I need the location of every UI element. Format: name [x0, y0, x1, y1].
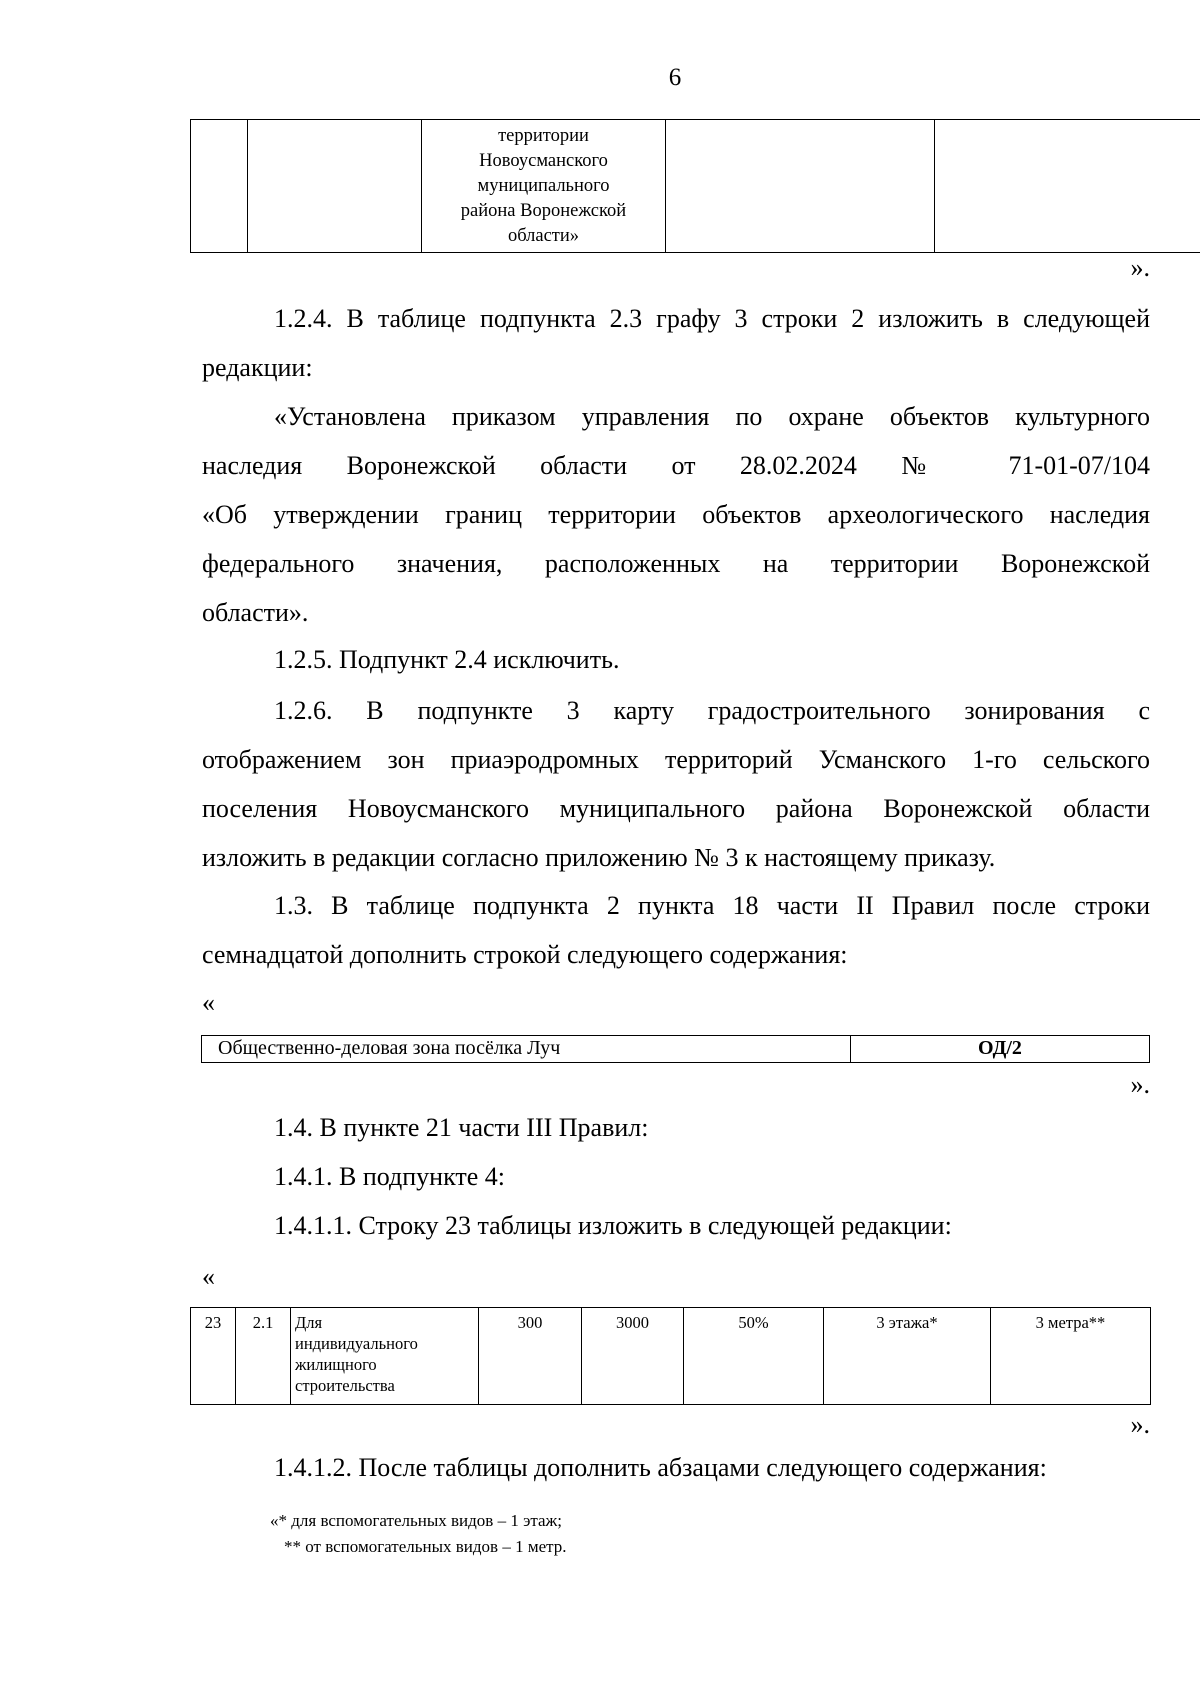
table-row	[191, 1308, 1151, 1405]
text-line: изложить в редакции согласно приложению № 3 к настоящему приказу.	[202, 843, 996, 872]
closing-quote: ».	[1130, 1070, 1150, 1099]
zone-code-cell: ОД/2	[851, 1036, 1150, 1063]
code-cell: 2.1	[236, 1308, 291, 1405]
cell-line: индивидуального	[295, 1334, 418, 1353]
table-cell-text	[422, 120, 666, 253]
paragraph-1-4-1-2: 1.4.1.2. После таблицы дополнить абзацами следующего содержания:	[274, 1453, 1047, 1482]
paragraph-1-4: 1.4. В пункте 21 части III Правил:	[274, 1113, 649, 1142]
table-cell	[191, 120, 248, 253]
paragraph-1-2-4	[202, 294, 1150, 392]
table-row	[202, 1036, 1150, 1063]
max-area-cell: 3000	[582, 1308, 684, 1405]
text-line: семнадцатой дополнить строкой следующего содержания:	[202, 940, 848, 969]
opening-quote: «	[202, 988, 215, 1017]
text-line: области».	[202, 598, 309, 627]
cell-line: территории	[498, 126, 589, 146]
text-line: 1.2.4. В таблице подпункта 2.3 графу 3 строки 2 изложить в следующей	[274, 304, 1150, 333]
table-cell	[248, 120, 422, 253]
footnote-line: «* для вспомогательных видов – 1 этаж;	[270, 1511, 563, 1530]
cell-line: муниципального	[477, 176, 610, 196]
text-line: федерального значения, расположенных на территории Воронежской	[202, 549, 1150, 578]
zone-table	[201, 1035, 1150, 1063]
use-cell	[291, 1308, 479, 1405]
text-line: редакции:	[202, 353, 313, 382]
table-row	[191, 120, 1200, 253]
quote-block	[202, 392, 1150, 637]
paragraph-1-3	[202, 881, 1150, 979]
row-23-table	[190, 1307, 1151, 1405]
cell-line: жилищного	[295, 1355, 377, 1374]
cell-line: района Воронежской	[460, 201, 627, 221]
text-line: наследия Воронежской области от 28.02.2024 № 71-01-07/104	[202, 451, 1150, 480]
footnote-line: ** от вспомогательных видов – 1 метр.	[284, 1537, 567, 1556]
text-line: «Об утверждении границ территории объектов археологического наследия	[202, 500, 1150, 529]
floors-cell: 3 этажа*	[824, 1308, 991, 1405]
cell-line: Для	[295, 1313, 323, 1332]
text-line: 1.3. В таблице подпункта 2 пункта 18 части II Правил после строки	[274, 891, 1150, 920]
footnotes	[270, 1508, 567, 1560]
cell-line: области»	[507, 226, 580, 246]
opening-quote: «	[202, 1262, 215, 1291]
row-number-cell: 23	[191, 1308, 236, 1405]
coverage-cell: 50%	[684, 1308, 824, 1405]
table-cell	[666, 120, 935, 253]
paragraph-1-4-1: 1.4.1. В подпункте 4:	[274, 1162, 505, 1191]
text-line: поселения Новоусманского муниципального района Воронежской области	[202, 794, 1150, 823]
closing-quote: ».	[1130, 253, 1150, 282]
continued-table	[190, 119, 1200, 253]
setback-cell: 3 метра**	[991, 1308, 1151, 1405]
text-line: 1.2.6. В подпункте 3 карту градостроительного зонирования с	[274, 696, 1150, 725]
paragraph-1-2-5: 1.2.5. Подпункт 2.4 исключить.	[274, 645, 620, 674]
closing-quote: ».	[1130, 1410, 1150, 1439]
paragraph-1-2-6	[202, 686, 1150, 882]
page-number: 6	[668, 64, 682, 91]
text-line: отображением зон приаэродромных территорий Усманского 1-го сельского	[202, 745, 1150, 774]
paragraph-1-4-1-1: 1.4.1.1. Строку 23 таблицы изложить в следующей редакции:	[274, 1211, 952, 1240]
table-cell	[935, 120, 1200, 253]
cell-line: строительства	[295, 1376, 395, 1395]
min-area-cell: 300	[479, 1308, 582, 1405]
zone-name-cell: Общественно-деловая зона посёлка Луч	[202, 1036, 851, 1063]
text-line: «Установлена приказом управления по охране объектов культурного	[274, 402, 1150, 431]
cell-line: Новоусманского	[479, 151, 608, 171]
